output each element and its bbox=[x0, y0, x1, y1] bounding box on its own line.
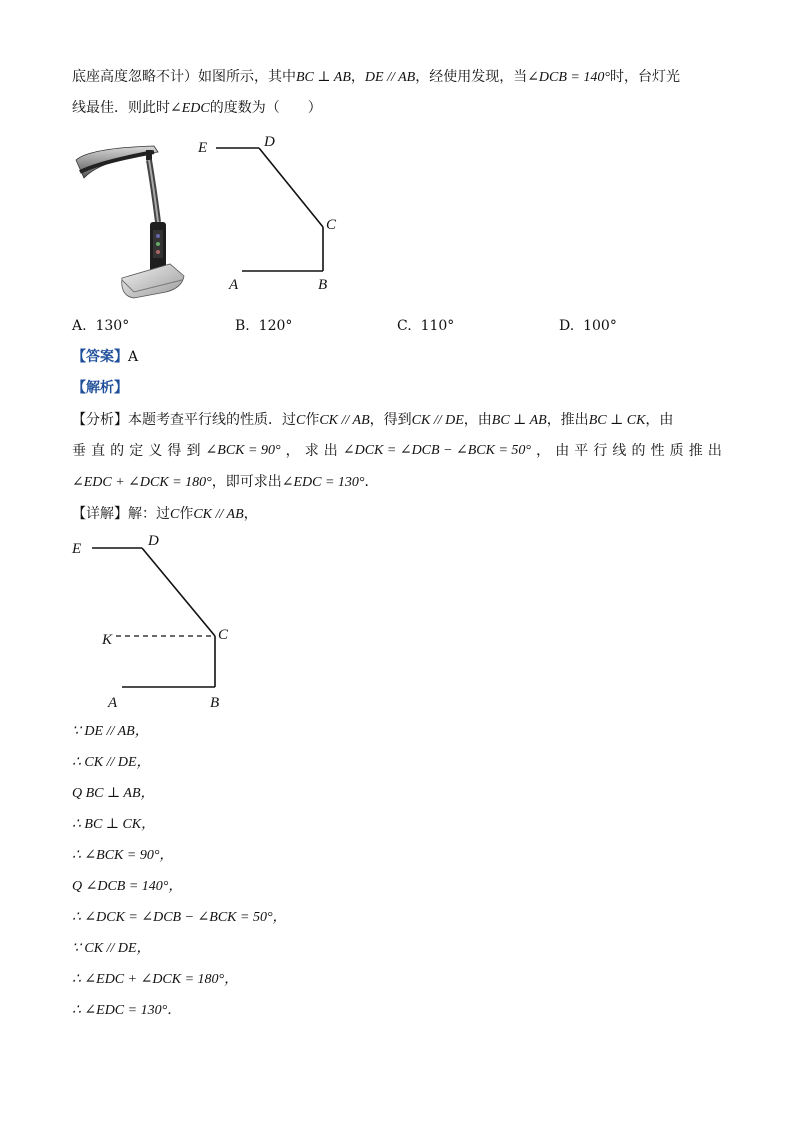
text: ， bbox=[243, 506, 258, 522]
option-b[interactable] bbox=[235, 316, 292, 336]
step-9: ∴ ∠EDC + ∠DCK = 180°， bbox=[72, 972, 239, 987]
text: ，推出 bbox=[546, 412, 589, 428]
label-e: E bbox=[72, 541, 82, 557]
math: C bbox=[170, 507, 180, 522]
math: ∠DCK = ∠DCB − ∠BCK = 50° bbox=[342, 443, 532, 458]
text: 作 bbox=[179, 506, 194, 522]
text: 由 bbox=[555, 443, 570, 459]
math: BC ⊥ AB bbox=[491, 413, 547, 428]
option-letter: B. bbox=[235, 318, 250, 334]
math: CK // DE bbox=[411, 413, 464, 428]
math: ∠EDC + ∠DCK = 180° bbox=[72, 475, 212, 490]
text: 解：过 bbox=[128, 506, 170, 522]
option-value: 120° bbox=[258, 318, 293, 334]
step-8: ∵ CK // DE， bbox=[72, 941, 151, 956]
text: 求 bbox=[304, 443, 319, 459]
desk-lamp-image bbox=[70, 130, 190, 305]
math: CK // AB bbox=[193, 507, 244, 522]
text: 的度数为（ ） bbox=[209, 100, 322, 116]
step-5: ∴ ∠BCK = 90°， bbox=[72, 848, 174, 863]
label-a: A bbox=[108, 695, 118, 711]
math: C bbox=[296, 413, 306, 428]
label-d: D bbox=[264, 134, 275, 150]
label-b: B bbox=[210, 695, 220, 711]
step-3: Q BC ⊥ AB， bbox=[72, 786, 155, 801]
step-1: ∵ DE // AB， bbox=[72, 724, 149, 739]
option-value: 110° bbox=[420, 318, 455, 334]
option-d[interactable] bbox=[559, 316, 617, 336]
detail-line bbox=[72, 503, 258, 526]
label-c: C bbox=[326, 217, 337, 233]
text: 的 bbox=[110, 443, 125, 459]
option-c[interactable] bbox=[397, 316, 454, 336]
math: ∠BCK = 90° bbox=[205, 443, 281, 458]
answer-tag: 【答案】 bbox=[72, 349, 128, 365]
text: ，由 bbox=[645, 412, 674, 428]
text: ，由 bbox=[463, 412, 492, 428]
text: 到 bbox=[186, 443, 201, 459]
math: ∠DCB = 140° bbox=[527, 70, 610, 85]
math: BC ⊥ CK bbox=[588, 413, 646, 428]
text: 线最佳．则此时 bbox=[72, 100, 170, 116]
problem-line-1 bbox=[72, 66, 680, 89]
text: 行 bbox=[593, 443, 608, 459]
text: ． bbox=[364, 474, 379, 490]
text: 垂 bbox=[72, 443, 86, 459]
step-7: ∴ ∠DCK = ∠DCB − ∠BCK = 50°， bbox=[72, 910, 287, 925]
text: 底座高度忽略不计）如图所示，其中 bbox=[72, 69, 296, 85]
text: 出 bbox=[707, 443, 722, 459]
text: 质 bbox=[669, 443, 684, 459]
figure-2 bbox=[60, 530, 260, 720]
option-letter: D. bbox=[559, 318, 575, 334]
label-d: D bbox=[148, 533, 159, 549]
text: ，得到 bbox=[369, 412, 412, 428]
text: 平 bbox=[574, 443, 589, 459]
math: ∠EDC bbox=[170, 101, 210, 116]
label-a: A bbox=[229, 277, 239, 293]
text: 线 bbox=[612, 443, 627, 459]
text: 时，台灯光 bbox=[609, 69, 680, 85]
detail-tag: 【详解】 bbox=[72, 506, 128, 522]
answer-line bbox=[72, 346, 138, 368]
text: ，经使用发现，当 bbox=[415, 69, 528, 85]
text: 义 bbox=[148, 443, 163, 459]
label-c: C bbox=[218, 627, 229, 643]
option-letter: C. bbox=[397, 318, 412, 334]
analysis-tag: 【解析】 bbox=[72, 380, 128, 396]
figure-1 bbox=[190, 130, 350, 300]
step-2: ∴ CK // DE， bbox=[72, 755, 151, 770]
analysis-line-2 bbox=[72, 440, 722, 462]
step-4: ∴ BC ⊥ CK， bbox=[72, 817, 156, 832]
text: 的 bbox=[631, 443, 646, 459]
segment-dc bbox=[259, 148, 323, 227]
segment-dc bbox=[142, 548, 215, 636]
text: 本题考查平行线的性质．过 bbox=[128, 412, 296, 428]
label-k: K bbox=[102, 632, 113, 648]
math: BC ⊥ AB bbox=[296, 70, 351, 85]
text: ， bbox=[285, 443, 300, 459]
text: 出 bbox=[323, 443, 338, 459]
problem-line-2 bbox=[72, 97, 322, 120]
text: 【分析】 bbox=[72, 412, 128, 428]
analysis-heading bbox=[72, 377, 128, 399]
text: 得 bbox=[167, 443, 182, 459]
answer-value: A bbox=[128, 349, 139, 365]
step-6: Q ∠DCB = 140°， bbox=[72, 879, 183, 894]
text: 性 bbox=[650, 443, 665, 459]
math: DE // AB bbox=[364, 70, 416, 85]
analysis-line-1 bbox=[72, 409, 673, 432]
option-a[interactable] bbox=[72, 316, 129, 336]
text: 直 bbox=[91, 443, 106, 459]
math: CK // AB bbox=[319, 413, 370, 428]
option-value: 130° bbox=[95, 318, 130, 334]
text: 作 bbox=[305, 412, 320, 428]
label-e: E bbox=[198, 140, 208, 156]
label-b: B bbox=[318, 277, 328, 293]
step-10: ∴ ∠EDC = 130°． bbox=[72, 1003, 182, 1018]
text: ，即可求出 bbox=[211, 474, 282, 490]
analysis-line-3 bbox=[72, 471, 379, 494]
text: 推 bbox=[688, 443, 703, 459]
text: ， bbox=[536, 443, 551, 459]
math: ∠EDC = 130° bbox=[281, 475, 365, 490]
text: 定 bbox=[129, 443, 144, 459]
text: ， bbox=[350, 69, 365, 85]
option-value: 100° bbox=[583, 318, 617, 334]
option-letter: A. bbox=[72, 318, 87, 334]
